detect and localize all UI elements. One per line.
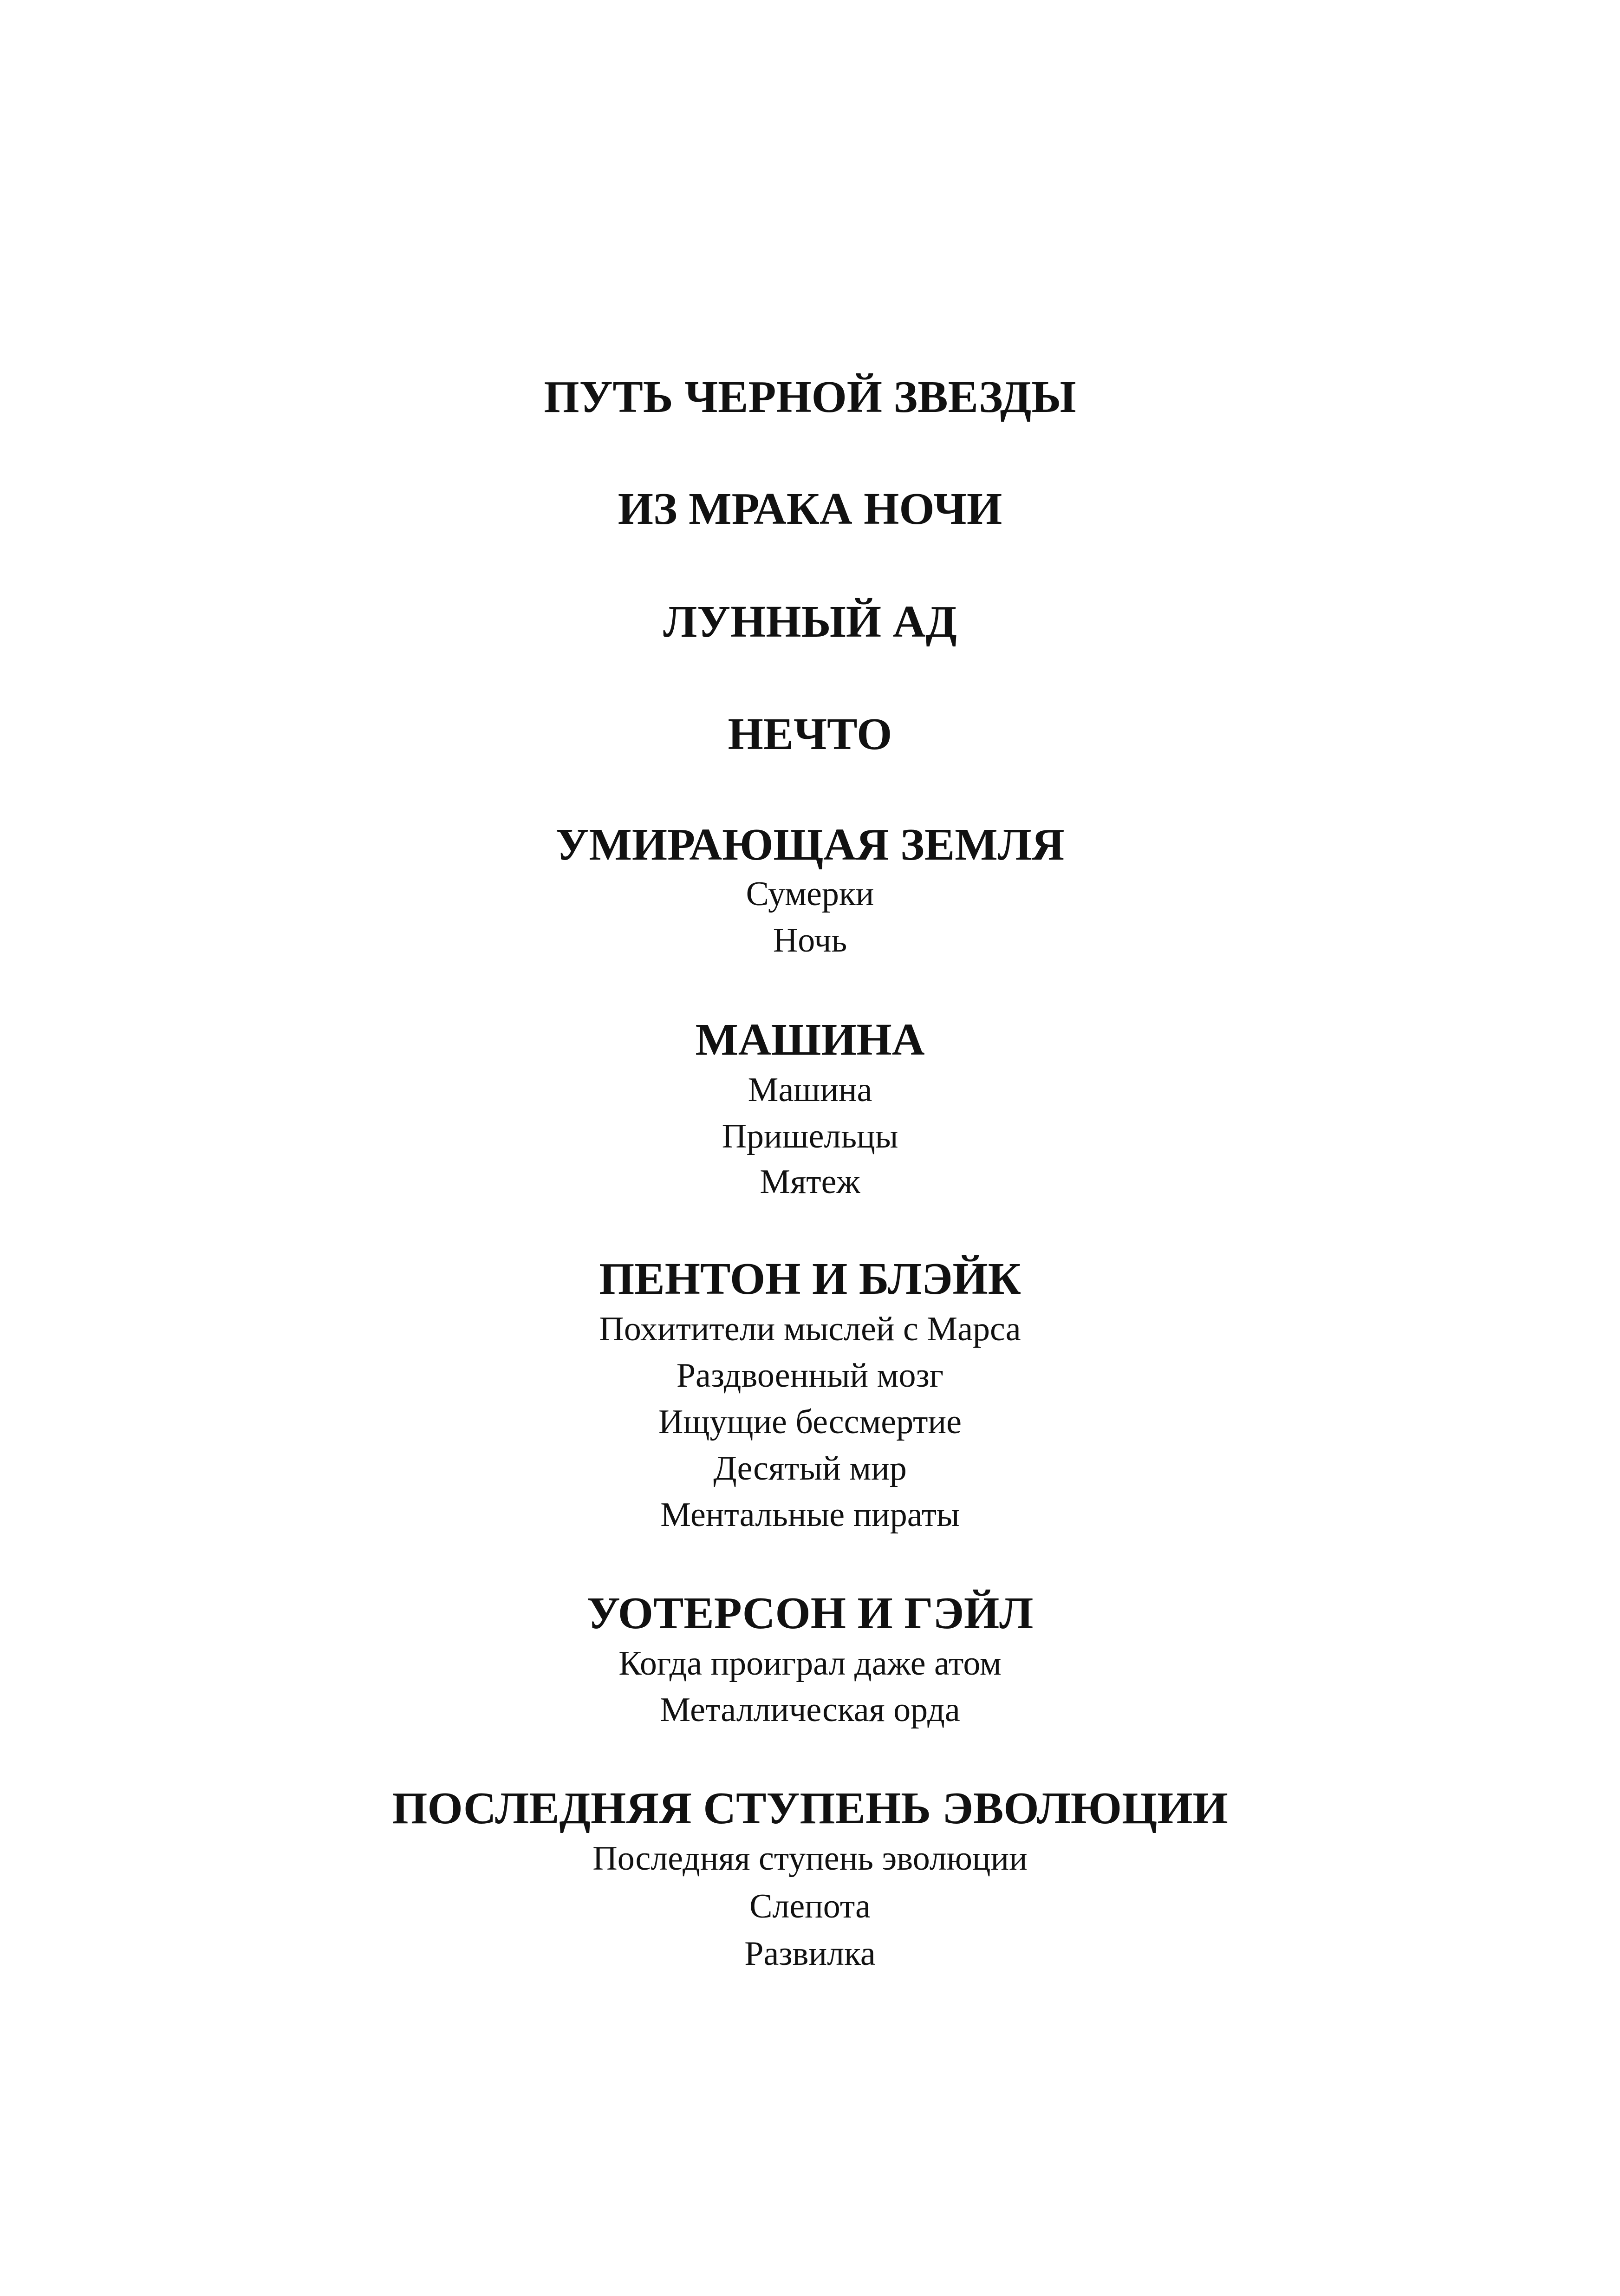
story-title: Пришельцы bbox=[722, 1117, 898, 1155]
section-title: ПУТЬ ЧЕРНОЙ ЗВЕЗДЫ bbox=[544, 372, 1076, 422]
section-title: ПОСЛЕДНЯЯ СТУПЕНЬ ЭВОЛЮЦИИ bbox=[392, 1783, 1228, 1833]
section-title: ИЗ МРАКА НОЧИ bbox=[618, 484, 1002, 534]
story-title: Раздвоенный мозг bbox=[676, 1357, 944, 1395]
story-title: Ночь bbox=[773, 921, 847, 959]
section-title: УОТЕРСОН И ГЭЙЛ bbox=[586, 1588, 1034, 1638]
story-title: Последняя ступень эволюции bbox=[592, 1839, 1028, 1878]
story-title: Ищущие бессмертие bbox=[658, 1403, 962, 1441]
section-title: МАШИНА bbox=[695, 1015, 925, 1065]
section-title: УМИРАЮЩАЯ ЗЕМЛЯ bbox=[555, 820, 1065, 870]
story-title: Когда проиграл даже атом bbox=[618, 1644, 1002, 1683]
story-title: Машина bbox=[748, 1071, 872, 1109]
story-title: Похитители мыслей с Марса bbox=[599, 1310, 1021, 1348]
story-title: Сумерки bbox=[746, 875, 874, 913]
section-title: ЛУННЫЙ АД bbox=[663, 597, 957, 647]
story-title: Слепота bbox=[749, 1887, 871, 1925]
section-title: НЕЧТО bbox=[728, 709, 892, 759]
story-title: Мятеж bbox=[760, 1163, 860, 1201]
story-title: Ментальные пираты bbox=[660, 1496, 960, 1534]
story-title: Металлическая орда bbox=[660, 1691, 960, 1729]
section-title: ПЕНТОН И БЛЭЙК bbox=[599, 1254, 1021, 1304]
story-title: Развилка bbox=[744, 1935, 876, 1973]
story-title: Десятый мир bbox=[713, 1449, 907, 1487]
